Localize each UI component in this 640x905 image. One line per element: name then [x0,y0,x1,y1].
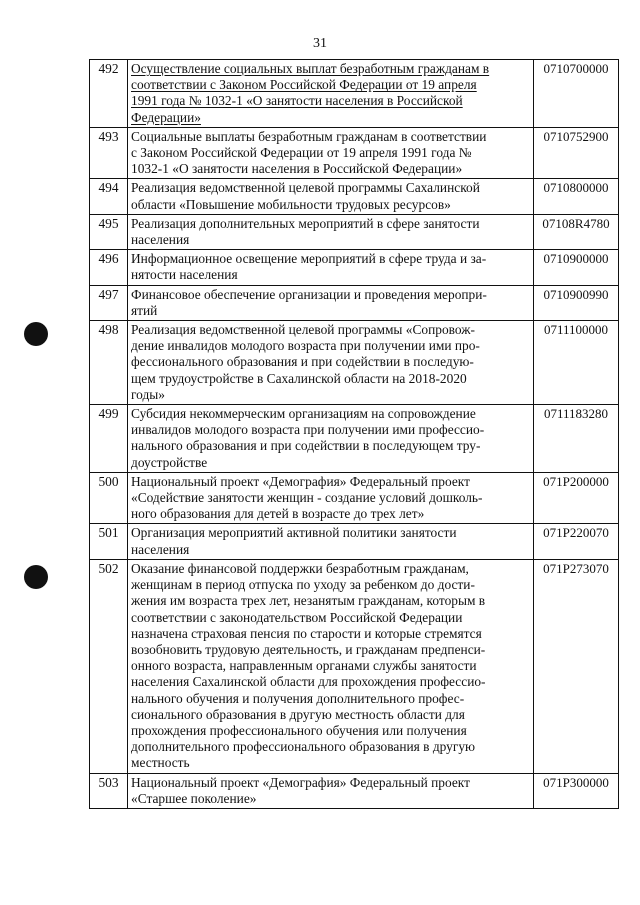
description-line: инвалидов молодого возраста при получении ими профессио- [131,422,485,438]
description-line: Социальные выплаты безработным гражданам в соответствии [131,128,487,144]
row-number: 492 [90,60,128,128]
description-line: нального образования и при содействии в последующем тру- [131,438,481,454]
description-line: дополнительного профессионального образования в другую [131,739,476,755]
description-line: Реализация ведомственной целевой программы Сахалинской [131,180,480,196]
description-line: с Законом Российской Федерации от 19 апреля 1991 года № [131,145,472,161]
description-line: онного возраста, направленным органами службы занятости [131,658,477,674]
binder-hole-mark [24,322,48,346]
row-code: 0710800000 [534,179,619,214]
page-number: 31 [313,36,327,51]
description-line: Национальный проект «Демография» Федеральный проект [131,774,470,790]
row-description [128,472,534,524]
description-line: прохождения профессионального обучения или получения [131,722,467,738]
row-description [128,321,534,405]
row-description [128,179,534,214]
row-description [128,285,534,320]
row-code: 07108R4780 [534,214,619,249]
description-line: возобновить трудовую деятельность, и гражданам предпенси- [131,641,486,657]
row-number: 501 [90,524,128,559]
description-line: жения им возраста трех лет, незанятым гражданам, которым в [131,593,486,609]
row-code: 0710900990 [534,285,619,320]
description-line: 1032-1 «О занятости населения в Российской Федерации» [131,161,463,177]
description-line: «Содействие занятости женщин - создание условий дошколь- [131,490,483,506]
table-row [90,285,619,320]
row-number: 497 [90,285,128,320]
table-row [90,250,619,285]
row-number: 502 [90,559,128,773]
description-line: нального обучения и получения дополнительного профес- [131,690,465,706]
description-line: Информационное освещение мероприятий в сфере труда и за- [131,251,487,267]
description-line: Реализация дополнительных мероприятий в сфере занятости [131,215,480,231]
row-number: 496 [90,250,128,285]
binder-hole-mark [24,565,48,589]
description-line: Субсидия некоммерческим организациям на сопровождение [131,406,476,422]
description-line: фессионального образования и при содействии в последую- [131,354,474,370]
row-description [128,127,534,179]
row-description [128,559,534,773]
row-code: 0710752900 [534,127,619,179]
description-line: области «Повышение мобильности трудовых ресурсов» [131,196,451,212]
row-code: 0710900000 [534,250,619,285]
row-description [128,405,534,473]
budget-classification-table [89,59,619,809]
row-number: 503 [90,773,128,808]
table-row [90,773,619,808]
table-row [90,127,619,179]
description-line: населения Сахалинской области для прохождения профессио- [131,674,486,690]
row-number: 493 [90,127,128,179]
row-code: 0711100000 [534,321,619,405]
row-number: 498 [90,321,128,405]
description-line: Федерации» [131,109,201,125]
table-row [90,559,619,773]
description-line: соответствии с законодательством Российской Федерации [131,609,463,625]
row-code: 0711183280 [534,405,619,473]
description-line: Осуществление социальных выплат безработным гражданам в [131,61,490,76]
row-description [128,250,534,285]
description-line: женщинам в период отпуска по уходу за ребенком до дости- [131,577,475,593]
row-number: 499 [90,405,128,473]
description-line: Реализация ведомственной целевой программы «Сопровож- [131,322,475,338]
row-code: 071P300000 [534,773,619,808]
description-line: Финансовое обеспечение организации и проведения меропри- [131,286,487,302]
description-line: нятости населения [131,267,238,283]
description-line: Национальный проект «Демография» Федеральный проект [131,473,470,489]
table-row [90,524,619,559]
description-line: местность [131,755,190,771]
description-line: годы» [131,386,165,402]
table-row [90,60,619,128]
table-row [90,472,619,524]
row-code: 071P220070 [534,524,619,559]
description-line: дение инвалидов молодого возраста при получении ими про- [131,338,480,354]
description-line: 1991 года № 1032-1 «О занятости населения в Российской [131,93,463,109]
row-description [128,773,534,808]
table-row [90,214,619,249]
description-line: Организация мероприятий активной политики занятости [131,525,457,541]
row-number: 495 [90,214,128,249]
description-line: назначена страховая пенсия по старости и которые стремятся [131,625,482,641]
description-line: «Старшее поколение» [131,790,257,806]
row-description [128,60,534,128]
description-line: щем трудоустройстве в Сахалинской области на 2018-2020 [131,370,467,386]
description-line: сионального образования в другую местность области для [131,706,465,722]
row-code: 0710700000 [534,60,619,128]
description-line: населения [131,232,190,248]
table-row [90,321,619,405]
description-line: соответствии с Законом Российской Федерации от 19 апреля [131,77,477,93]
description-line: Оказание финансовой поддержки безработным гражданам, [131,560,469,576]
row-number: 494 [90,179,128,214]
description-line: ятий [131,302,158,318]
row-description [128,524,534,559]
row-code: 071P200000 [534,472,619,524]
row-number: 500 [90,472,128,524]
row-code: 071P273070 [534,559,619,773]
row-description [128,214,534,249]
table-body [90,60,619,809]
description-line: населения [131,541,190,557]
table-row [90,179,619,214]
table-row [90,405,619,473]
description-line: доустройстве [131,454,208,470]
description-line: ного образования для детей в возрасте до трех лет» [131,506,425,522]
